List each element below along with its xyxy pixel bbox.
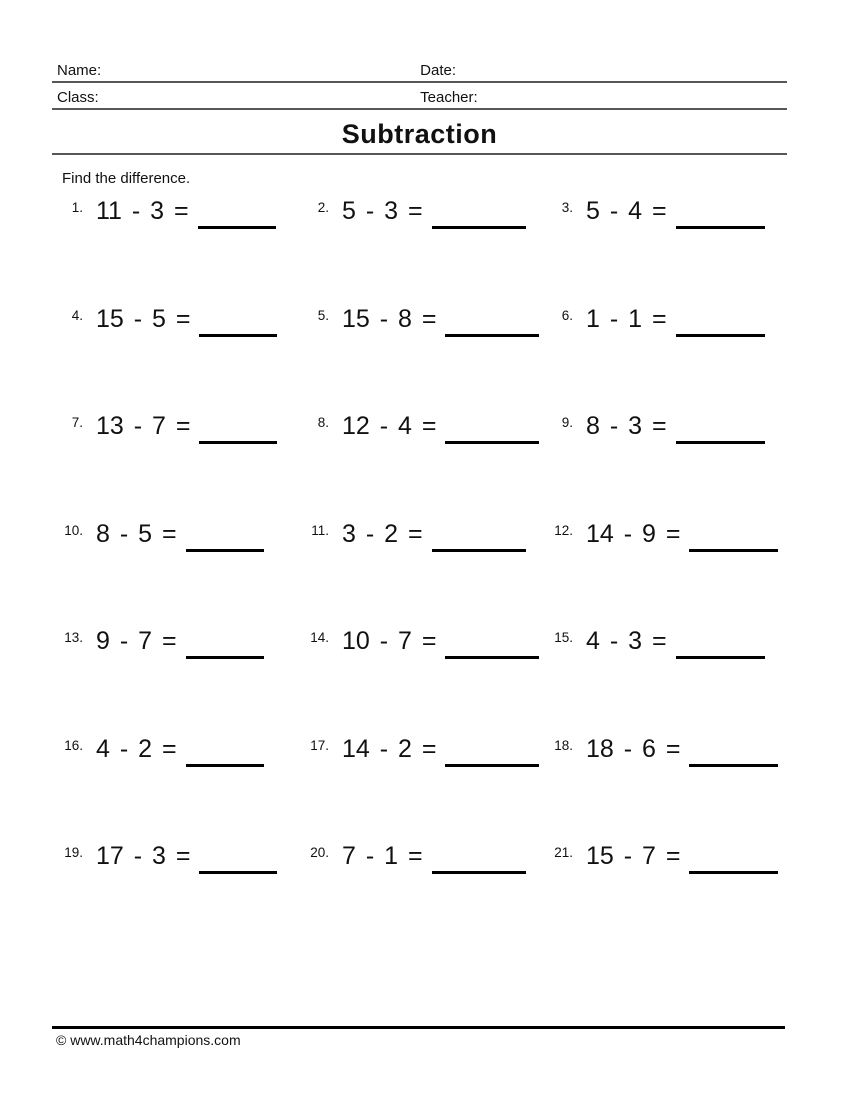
- problem-number: 19.: [64, 845, 83, 860]
- problem: [52, 735, 298, 843]
- problem: [298, 842, 542, 950]
- problem: [52, 520, 298, 628]
- problem-expression: 8 - 5 =: [96, 519, 177, 548]
- worksheet-header: [52, 62, 787, 155]
- instruction-text: Find the difference.: [62, 170, 191, 187]
- class-field[interactable]: [52, 89, 420, 106]
- problem: [298, 197, 542, 305]
- problem-number: 1.: [71, 200, 83, 215]
- answer-blank[interactable]: [689, 735, 778, 767]
- problem-expression: 3 - 2 =: [342, 519, 423, 548]
- problem-number: 18.: [554, 737, 573, 753]
- problem: [52, 627, 298, 735]
- problem: [542, 842, 787, 950]
- problem-number: 9.: [561, 415, 573, 430]
- answer-blank[interactable]: [198, 197, 276, 229]
- problem: [542, 197, 787, 305]
- problem-expression: 5 - 4 =: [586, 197, 667, 225]
- date-label: Date:: [420, 62, 457, 79]
- answer-blank[interactable]: [432, 520, 526, 552]
- problem-expression: 14 - 9 =: [586, 519, 681, 548]
- problem-number: 6.: [561, 307, 573, 323]
- name-field[interactable]: [52, 62, 420, 79]
- problem-expression: 1 - 1 =: [586, 304, 667, 333]
- answer-blank[interactable]: [689, 842, 778, 874]
- problem-number: 16.: [64, 737, 83, 753]
- answer-blank[interactable]: [186, 627, 264, 659]
- problem-expression: 4 - 2 =: [96, 734, 177, 763]
- problems-grid: [52, 197, 787, 950]
- problem-number: 4.: [71, 307, 83, 323]
- class-label: Class:: [57, 89, 99, 106]
- problem: [52, 197, 298, 305]
- problem: [542, 412, 787, 520]
- problem-expression: 17 - 3 =: [96, 842, 191, 870]
- answer-blank[interactable]: [676, 627, 765, 659]
- answer-blank[interactable]: [689, 520, 778, 552]
- problem-expression: 8 - 3 =: [586, 412, 667, 440]
- problem: [542, 735, 787, 843]
- name-label: Name:: [57, 62, 102, 79]
- problem: [298, 735, 542, 843]
- problem-expression: 13 - 7 =: [96, 412, 191, 440]
- answer-blank[interactable]: [199, 842, 277, 874]
- answer-blank[interactable]: [199, 412, 277, 444]
- problem: [542, 520, 787, 628]
- teacher-label: Teacher:: [420, 89, 478, 106]
- answer-blank[interactable]: [445, 412, 539, 444]
- teacher-field[interactable]: [420, 89, 787, 106]
- answer-blank[interactable]: [186, 520, 264, 552]
- class-teacher-row[interactable]: [52, 89, 787, 110]
- problem: [298, 627, 542, 735]
- problem-expression: 15 - 7 =: [586, 842, 681, 870]
- problem-expression: 10 - 7 =: [342, 627, 437, 655]
- problem-number: 3.: [561, 200, 573, 215]
- problem-number: 5.: [317, 307, 329, 323]
- problem-expression: 9 - 7 =: [96, 627, 177, 655]
- problem-expression: 15 - 8 =: [342, 304, 437, 333]
- answer-blank[interactable]: [199, 305, 277, 337]
- answer-blank[interactable]: [445, 627, 539, 659]
- problem-number: 21.: [554, 845, 573, 860]
- problem-expression: 7 - 1 =: [342, 842, 423, 870]
- copyright-text: © www.math4champions.com: [56, 1032, 241, 1048]
- answer-blank[interactable]: [676, 305, 765, 337]
- problem-number: 13.: [64, 630, 83, 645]
- problem-expression: 18 - 6 =: [586, 734, 681, 763]
- answer-blank[interactable]: [432, 842, 526, 874]
- problem: [298, 412, 542, 520]
- problem-number: 20.: [310, 845, 329, 860]
- problem: [52, 412, 298, 520]
- problem-expression: 12 - 4 =: [342, 412, 437, 440]
- problem-expression: 4 - 3 =: [586, 627, 667, 655]
- answer-blank[interactable]: [445, 735, 539, 767]
- problem-number: 15.: [554, 630, 573, 645]
- problem-number: 2.: [317, 200, 329, 215]
- answer-blank[interactable]: [676, 412, 765, 444]
- page-title: Subtraction: [52, 119, 787, 155]
- problem: [542, 627, 787, 735]
- problem: [542, 305, 787, 413]
- problem-number: 17.: [310, 737, 329, 753]
- problem-expression: 11 - 3 =: [96, 197, 189, 225]
- answer-blank[interactable]: [186, 735, 264, 767]
- problem-expression: 15 - 5 =: [96, 304, 191, 333]
- answer-blank[interactable]: [445, 305, 539, 337]
- problem-number: 14.: [310, 630, 329, 645]
- date-field[interactable]: [420, 62, 787, 79]
- problem-number: 12.: [554, 522, 573, 538]
- problem-expression: 14 - 2 =: [342, 734, 437, 763]
- problem-expression: 5 - 3 =: [342, 197, 423, 225]
- problem-number: 10.: [64, 522, 83, 538]
- footer-divider: [52, 1026, 785, 1029]
- problem: [298, 520, 542, 628]
- problem: [298, 305, 542, 413]
- problem-number: 7.: [71, 415, 83, 430]
- problem-number: 11.: [311, 522, 329, 538]
- answer-blank[interactable]: [432, 197, 526, 229]
- problem: [52, 305, 298, 413]
- problem: [52, 842, 298, 950]
- answer-blank[interactable]: [676, 197, 765, 229]
- problem-number: 8.: [317, 415, 329, 430]
- name-date-row[interactable]: [52, 62, 787, 83]
